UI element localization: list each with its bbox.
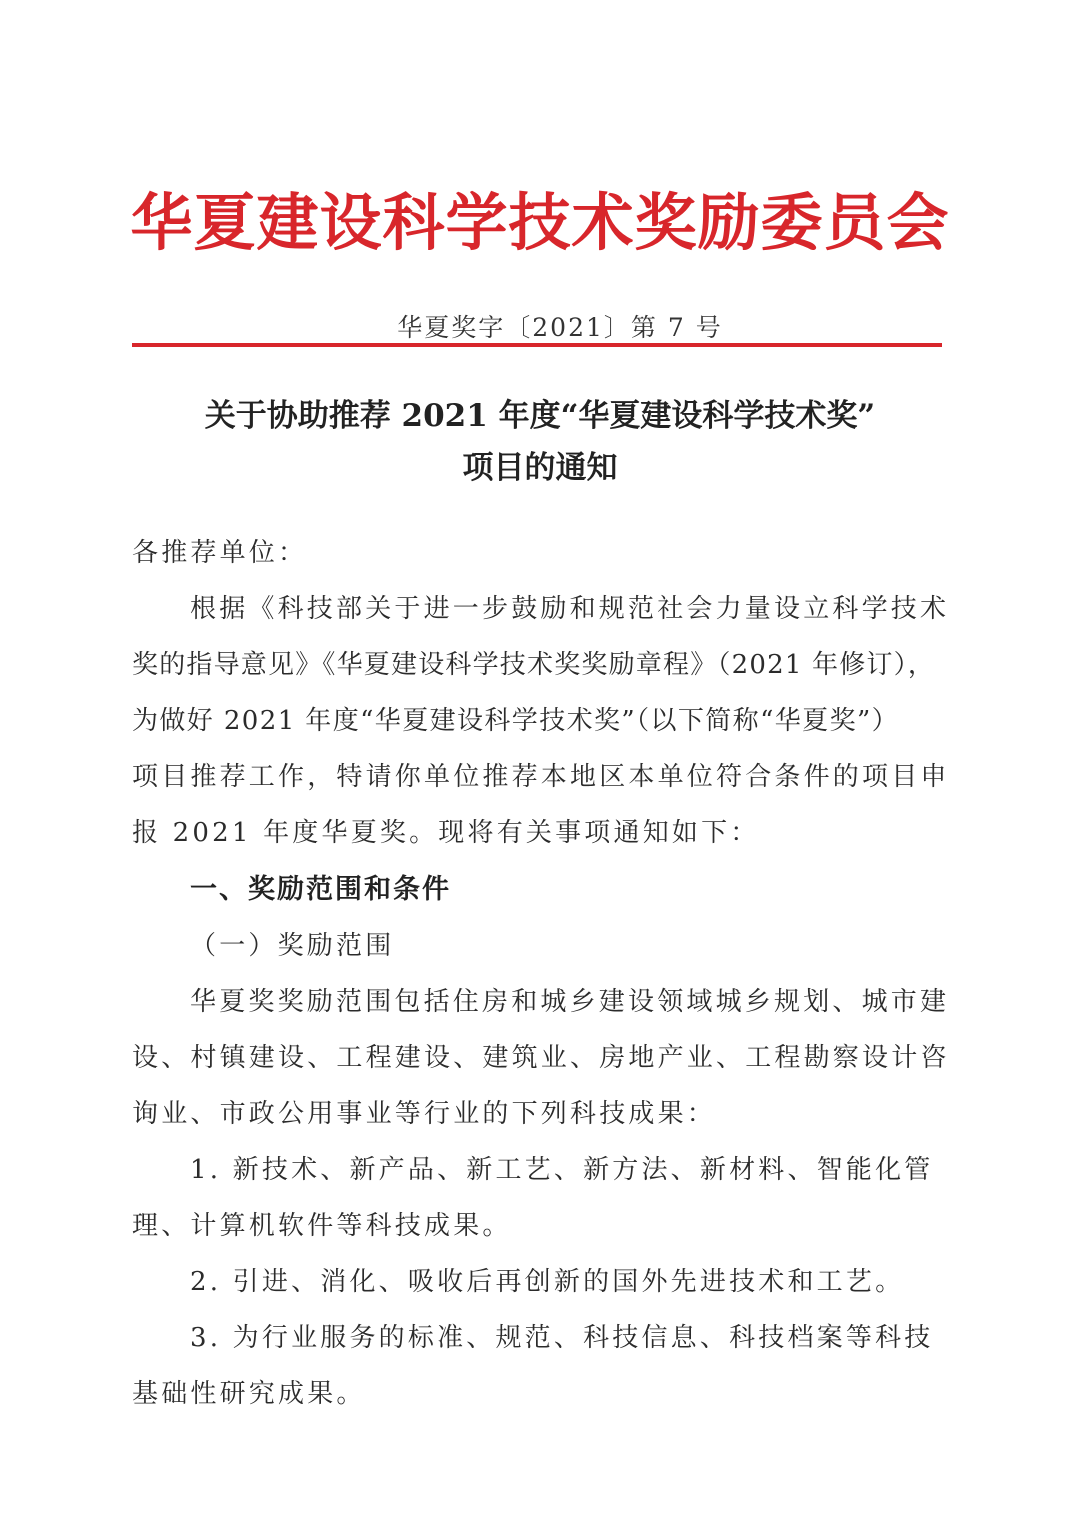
notice-title — [100, 390, 980, 494]
notice-title-line-2: 项目的通知 — [462, 450, 618, 486]
scope-line: 华夏奖奖励范围包括住房和城乡建设领域城乡规划、城市建 — [190, 987, 950, 1017]
intro-line: 为做好 2021 年度“华夏建设科学技术奖”（以下简称“华夏奖”） — [132, 706, 900, 736]
section-heading: 一、奖励范围和条件 — [190, 874, 451, 905]
document-number: 华夏奖字〔2021〕第 7 号 — [397, 313, 723, 342]
intro-line: 根据《科技部关于进一步鼓励和规范社会力量设立科学技术 — [190, 594, 950, 624]
organization-header: 华夏建设科学技术奖励委员会 — [130, 186, 950, 259]
red-divider — [132, 343, 942, 347]
subsection-heading: （一）奖励范围 — [190, 931, 395, 961]
scope-line: 询业、市政公用事业等行业的下列科技成果： — [132, 1099, 717, 1129]
intro-line: 奖的指导意见》《华夏建设科学技术奖奖励章程》（2021 年修订）， — [132, 650, 936, 680]
intro-line: 报 2021 年度华夏奖。现将有关事项通知如下： — [132, 818, 760, 848]
list-item-1-line: 理、计算机软件等科技成果。 — [132, 1211, 512, 1241]
list-item-3-line: 基础性研究成果。 — [132, 1379, 366, 1409]
list-item-3-line: 3. 为行业服务的标准、规范、科技信息、科技档案等科技 — [190, 1323, 934, 1353]
intro-line: 项目推荐工作，特请你单位推荐本地区本单位符合条件的项目申 — [132, 762, 950, 792]
list-item-2-line: 2. 引进、消化、吸收后再创新的国外先进技术和工艺。 — [190, 1267, 905, 1297]
list-item-1-line: 1. 新技术、新产品、新工艺、新方法、新材料、智能化管 — [190, 1155, 934, 1185]
notice-title-line-1: 关于协助推荐 2021 年度“华夏建设科学技术奖” — [204, 398, 876, 434]
salutation: 各推荐单位： — [132, 538, 308, 568]
scope-line: 设、村镇建设、工程建设、建筑业、房地产业、工程勘察设计咨 — [132, 1043, 950, 1073]
